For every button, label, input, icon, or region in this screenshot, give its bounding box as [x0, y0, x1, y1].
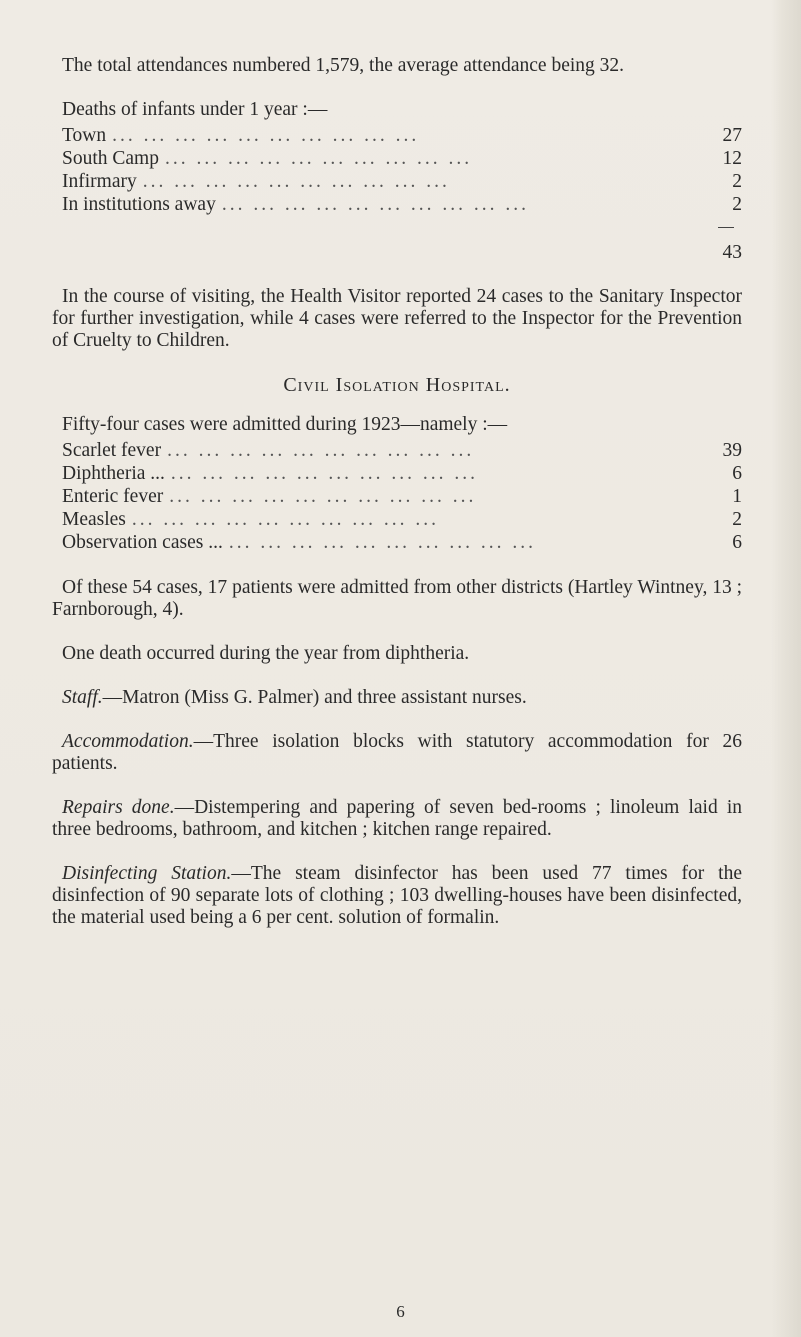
row-value: 27 [722, 125, 742, 146]
admissions-row [52, 532, 742, 555]
repairs-paragraph [52, 797, 742, 841]
row-value: 12 [722, 148, 742, 169]
row-value: 2 [732, 509, 742, 530]
row-label: South Camp [62, 148, 159, 169]
leader-dots: ... ... ... ... ... ... ... ... ... ... [164, 148, 473, 169]
row-label: Enteric fever [62, 486, 164, 507]
page-number: 6 [396, 1302, 405, 1321]
leader-dots: ... ... ... ... ... ... ... ... ... ... [142, 171, 450, 192]
leader-dots: ... ... ... ... ... ... ... ... ... ... [131, 509, 440, 530]
infant-deaths-total: 43 [722, 242, 742, 263]
row-value: 2 [732, 171, 742, 192]
infant-deaths-section [52, 99, 742, 264]
row-label: Town [62, 125, 107, 146]
infant-deaths-row [52, 148, 742, 171]
admissions-row [52, 440, 742, 463]
leader-dots: ... ... ... ... ... ... ... ... ... ... [112, 125, 420, 146]
attendance-paragraph: The total attendances numbered 1,579, the average attendance being 32. [62, 55, 625, 76]
section-title: Civil Isolation Hospital. [283, 374, 511, 396]
disinfecting-label: Disinfecting Station. [62, 863, 232, 884]
accommodation-paragraph [52, 731, 742, 775]
infant-deaths-heading: Deaths of infants under 1 year :— [62, 99, 328, 120]
row-value: 6 [732, 463, 742, 484]
staff-text: —Matron (Miss G. Palmer) and three assistant nurses. [102, 687, 527, 708]
total-rule [718, 227, 734, 228]
row-label: In institutions away [62, 194, 216, 215]
row-label: Diphtheria ... [62, 463, 165, 484]
leader-dots: ... ... ... ... ... ... ... ... ... ... [170, 463, 479, 484]
leader-dots: ... ... ... ... ... ... ... ... ... ... [221, 194, 529, 215]
row-value: 39 [722, 440, 742, 461]
row-value: 1 [732, 486, 742, 507]
infant-deaths-row [52, 194, 742, 217]
infant-deaths-row [52, 171, 742, 194]
leader-dots: ... ... ... ... ... ... ... ... ... ... [228, 532, 536, 553]
admissions-row [52, 486, 742, 509]
staff-label: Staff. [62, 687, 103, 708]
disinfecting-text: —The steam disinfector has been used 77 times for the disinfection of 90 separate lots of clothing ; 103 dwelling-houses have been disinfected, the material used being a 6 per cent. solution of formalin. [52, 863, 743, 928]
row-label: Scarlet fever [62, 440, 162, 461]
admissions-row [52, 509, 742, 532]
visiting-paragraph: In the course of visiting, the Health Visitor reported 24 cases to the Sanitary Inspector for further investigation, while 4 cases were referred to the Inspector for the Prevention of Cruelty to Children. [52, 286, 742, 351]
accommodation-label: Accommodation. [62, 731, 194, 752]
other-districts-paragraph: Of these 54 cases, 17 patients were admitted from other districts (Hartley Wintney, 13 ; Farnborough, 4). [52, 577, 742, 620]
row-label: Infirmary [62, 171, 137, 192]
infant-deaths-row [52, 125, 742, 148]
row-label: Measles [62, 509, 126, 530]
row-label: Observation cases ... [62, 532, 223, 553]
staff-paragraph [52, 687, 742, 709]
admissions-heading: Fifty-four cases were admitted during 1923—namely :— [62, 414, 508, 435]
page-edge-shadow [771, 0, 801, 1337]
document-body [52, 55, 742, 951]
repairs-label: Repairs done. [62, 797, 175, 818]
disinfecting-paragraph [52, 863, 742, 929]
repairs-text: —Distempering and papering of seven bed-rooms ; linoleum laid in three bedrooms, bathroom, and kitchen ; kitchen range repaired. [52, 797, 742, 840]
leader-dots: ... ... ... ... ... ... ... ... ... ... [167, 440, 475, 461]
death-paragraph: One death occurred during the year from diphtheria. [62, 643, 470, 664]
admissions-section [52, 414, 742, 555]
leader-dots: ... ... ... ... ... ... ... ... ... ... [169, 486, 477, 507]
accommodation-text: —Three isolation blocks with statutory accommodation for 26 patients. [52, 731, 742, 774]
row-value: 6 [732, 532, 742, 553]
row-value: 2 [732, 194, 742, 215]
admissions-row [52, 463, 742, 486]
